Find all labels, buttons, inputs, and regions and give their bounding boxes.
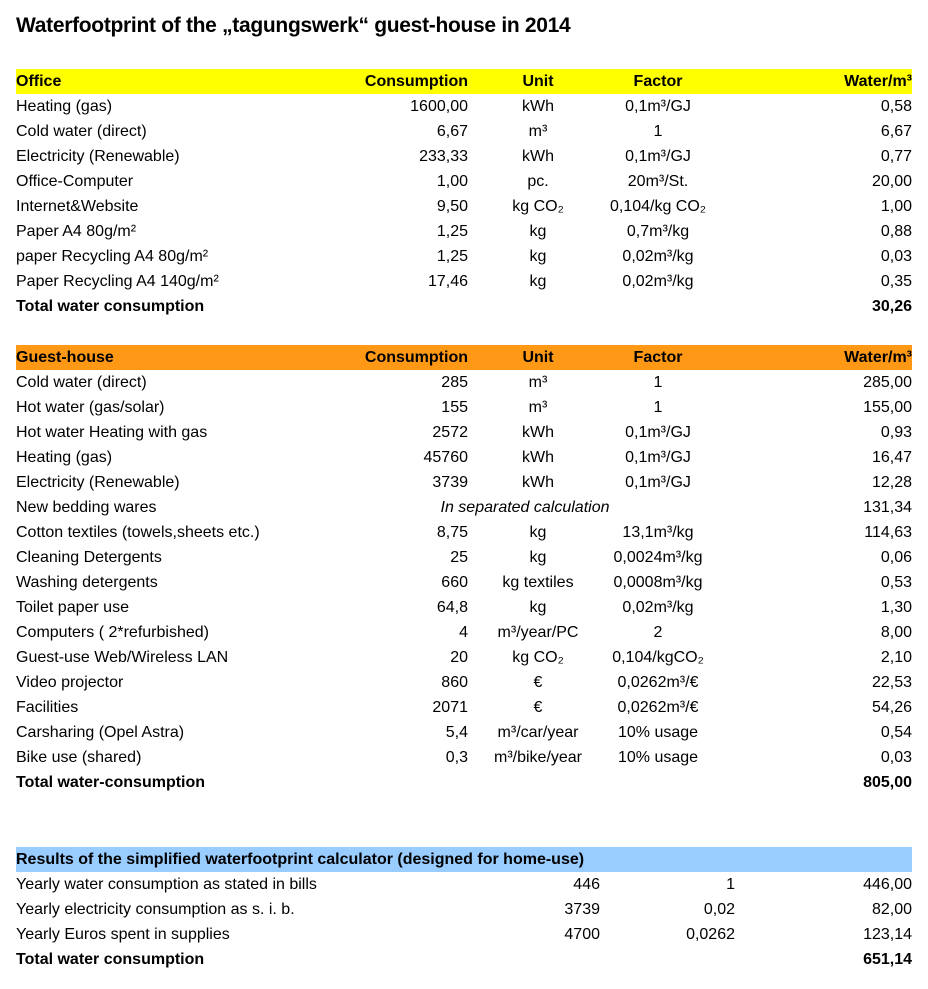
item-label: Toilet paper use bbox=[16, 599, 129, 616]
factor-value: 1 bbox=[653, 399, 663, 416]
total-water-value: 651,14 bbox=[863, 951, 912, 968]
consumption-value: 1,25 bbox=[436, 223, 468, 240]
item-label: Cold water (direct) bbox=[16, 123, 147, 140]
consumption-value: 2071 bbox=[432, 699, 468, 716]
consumption-value: 1,00 bbox=[436, 173, 468, 190]
water-value: 1,00 bbox=[880, 198, 912, 215]
item-label: Electricity (Renewable) bbox=[16, 148, 180, 165]
total-water-value: 30,26 bbox=[871, 298, 912, 315]
factor-value: 10% usage bbox=[617, 749, 699, 766]
item-label: Computers ( 2*refurbished) bbox=[16, 624, 209, 641]
results-table bbox=[16, 847, 912, 972]
consumption-value: 1,25 bbox=[436, 248, 468, 265]
table-row bbox=[16, 169, 912, 194]
consumption-value: 6,67 bbox=[436, 123, 468, 140]
unit-value: € bbox=[533, 699, 543, 716]
water-value: 0,53 bbox=[880, 574, 912, 591]
factor-value: 0,1m³/GJ bbox=[625, 148, 691, 165]
total-water-value: 805,00 bbox=[863, 774, 912, 791]
unit-value: m³/bike/year bbox=[493, 749, 583, 766]
table-row bbox=[16, 370, 912, 395]
total-label: Total water consumption bbox=[16, 951, 205, 968]
column-header-water: Water/m³ bbox=[708, 69, 912, 94]
consumption-value: 285 bbox=[441, 374, 468, 391]
table-row bbox=[16, 445, 912, 470]
factor-value: 1 bbox=[653, 374, 663, 391]
unit-value: kg bbox=[529, 524, 547, 541]
item-label: Heating (gas) bbox=[16, 98, 113, 115]
table-row bbox=[16, 545, 912, 570]
consumption-value: 8,75 bbox=[436, 524, 468, 541]
guesthouse-table bbox=[16, 345, 912, 795]
item-label: New bedding wares bbox=[16, 499, 157, 516]
water-value: 155,00 bbox=[863, 399, 912, 416]
water-value: 22,53 bbox=[871, 674, 912, 691]
total-row bbox=[16, 294, 912, 319]
factor-value: 0,0024m³/kg bbox=[613, 549, 703, 566]
water-value: 0,93 bbox=[880, 424, 912, 441]
water-value: 0,54 bbox=[880, 724, 912, 741]
unit-value: kWh bbox=[522, 148, 554, 165]
page-title: Waterfootprint of the „tagungswerk“ guest-house in 2014 bbox=[16, 14, 571, 37]
consumption-value: 25 bbox=[450, 549, 468, 566]
factor-value: 0,1m³/GJ bbox=[625, 449, 691, 466]
table-row bbox=[16, 595, 912, 620]
water-value: 0,58 bbox=[880, 98, 912, 115]
table-row bbox=[16, 670, 912, 695]
factor-value: 0,02m³/kg bbox=[622, 599, 694, 616]
item-label: Yearly Euros spent in supplies bbox=[16, 926, 230, 943]
table-row bbox=[16, 395, 912, 420]
table-row bbox=[16, 269, 912, 294]
item-label: Hot water Heating with gas bbox=[16, 424, 208, 441]
item-label: Yearly electricity consumption as s. i. b. bbox=[16, 901, 295, 918]
water-value: 0,06 bbox=[880, 549, 912, 566]
consumption-value: 64,8 bbox=[436, 599, 468, 616]
column-header-water: Water/m³ bbox=[708, 345, 912, 370]
unit-value: kg bbox=[529, 599, 547, 616]
water-value: 131,34 bbox=[863, 499, 912, 516]
guesthouse-header-row bbox=[16, 345, 912, 370]
factor-value: 0,104/kg CO₂ bbox=[609, 198, 707, 215]
item-label: Paper Recycling A4 140g/m² bbox=[16, 273, 219, 290]
water-value: 6,67 bbox=[880, 123, 912, 140]
table-row bbox=[16, 420, 912, 445]
unit-value: m³/year/PC bbox=[497, 624, 579, 641]
factor-value: 0,1m³/GJ bbox=[625, 424, 691, 441]
column-header-unit: Unit bbox=[468, 345, 608, 370]
unit-value: kWh bbox=[522, 474, 554, 491]
total-label: Total water-consumption bbox=[16, 774, 206, 791]
factor-value: 1 bbox=[653, 123, 663, 140]
unit-value: kg bbox=[529, 248, 547, 265]
table-row bbox=[16, 922, 912, 947]
office-table bbox=[16, 69, 912, 319]
water-value: 114,63 bbox=[864, 524, 912, 541]
water-value: 12,28 bbox=[871, 474, 912, 491]
table-row bbox=[16, 144, 912, 169]
unit-value: m³ bbox=[528, 123, 548, 140]
water-value: 82,00 bbox=[871, 901, 912, 918]
unit-value: kg bbox=[529, 273, 547, 290]
water-value: 0,77 bbox=[880, 148, 912, 165]
water-value: 0,03 bbox=[880, 749, 912, 766]
table-row bbox=[16, 645, 912, 670]
factor-value: 0,1m³/GJ bbox=[625, 98, 691, 115]
water-value: 285,00 bbox=[863, 374, 912, 391]
consumption-value: 17,46 bbox=[427, 273, 468, 290]
column-header-consumption: Consumption bbox=[342, 345, 468, 370]
consumption-value: 1600,00 bbox=[410, 98, 468, 115]
separated-calculation-note: In separated calculation bbox=[440, 499, 610, 516]
water-value: 16,47 bbox=[871, 449, 912, 466]
unit-value: kg CO₂ bbox=[512, 649, 564, 666]
table-row bbox=[16, 470, 912, 495]
water-value: 0,03 bbox=[880, 248, 912, 265]
consumption-value: 155 bbox=[441, 399, 468, 416]
table-row bbox=[16, 194, 912, 219]
total-label: Total water consumption bbox=[16, 298, 205, 315]
item-label: Paper A4 80g/m² bbox=[16, 223, 137, 240]
item-label: Facilities bbox=[16, 699, 79, 716]
factor-value: 0,02m³/kg bbox=[622, 248, 694, 265]
unit-value: € bbox=[533, 674, 543, 691]
consumption-value: 3739 bbox=[432, 474, 468, 491]
factor-value: 13,1m³/kg bbox=[622, 524, 694, 541]
table-row bbox=[16, 720, 912, 745]
office-header-row bbox=[16, 69, 912, 94]
column-header-consumption: Consumption bbox=[342, 69, 468, 94]
item-label: Cotton textiles (towels,sheets etc.) bbox=[16, 524, 260, 541]
factor-value: 0,1m³/GJ bbox=[625, 474, 691, 491]
total-row bbox=[16, 947, 912, 972]
table-row bbox=[16, 620, 912, 645]
item-label: Bike use (shared) bbox=[16, 749, 142, 766]
water-value: 0,88 bbox=[880, 223, 912, 240]
item-label: Hot water (gas/solar) bbox=[16, 399, 165, 416]
consumption-value: 660 bbox=[441, 574, 468, 591]
table-row bbox=[16, 119, 912, 144]
unit-value: kWh bbox=[522, 449, 554, 466]
column-header-unit: Unit bbox=[468, 69, 608, 94]
total-row bbox=[16, 770, 912, 795]
water-value: 1,30 bbox=[880, 599, 912, 616]
consumption-value: 45760 bbox=[423, 449, 468, 466]
item-label: Guest-use Web/Wireless LAN bbox=[16, 649, 229, 666]
water-value: 2,10 bbox=[880, 649, 912, 666]
consumption-value: 20 bbox=[450, 649, 468, 666]
unit-value: kg bbox=[529, 549, 547, 566]
consumption-value: 446 bbox=[573, 876, 600, 893]
consumption-value: 860 bbox=[441, 674, 468, 691]
unit-value: kWh bbox=[522, 424, 554, 441]
unit-value: pc. bbox=[527, 173, 549, 190]
table-row bbox=[16, 745, 912, 770]
unit-value: kg textiles bbox=[502, 574, 574, 591]
item-label: Cleaning Detergents bbox=[16, 549, 162, 566]
table-row bbox=[16, 94, 912, 119]
consumption-value: 2572 bbox=[432, 424, 468, 441]
consumption-value: 9,50 bbox=[436, 198, 468, 215]
column-header-guesthouse: Guest-house bbox=[16, 345, 342, 370]
item-label: Electricity (Renewable) bbox=[16, 474, 180, 491]
consumption-value: 5,4 bbox=[445, 724, 468, 741]
factor-value: 0,02m³/kg bbox=[622, 273, 694, 290]
table-row-separated-calculation bbox=[16, 495, 912, 520]
water-value: 20,00 bbox=[871, 173, 912, 190]
column-header-office: Office bbox=[16, 69, 342, 94]
table-row bbox=[16, 244, 912, 269]
water-value: 8,00 bbox=[880, 624, 912, 641]
results-header-row bbox=[16, 847, 912, 872]
table-row bbox=[16, 570, 912, 595]
factor-value: 0,0262m³/€ bbox=[617, 699, 699, 716]
factor-value: 0,7m³/kg bbox=[626, 223, 690, 240]
column-header-factor: Factor bbox=[608, 345, 708, 370]
consumption-value: 4700 bbox=[564, 926, 600, 943]
unit-value: m³/car/year bbox=[497, 724, 579, 741]
item-label: Carsharing (Opel Astra) bbox=[16, 724, 185, 741]
results-header: Results of the simplified waterfootprint calculator (designed for home-use) bbox=[16, 847, 912, 872]
consumption-value: 4 bbox=[459, 624, 468, 641]
item-label: Office-Computer bbox=[16, 173, 134, 190]
factor-value: 0,104/kgCO₂ bbox=[612, 649, 704, 666]
consumption-value: 233,33 bbox=[419, 148, 468, 165]
consumption-value: 0,3 bbox=[445, 749, 468, 766]
table-row bbox=[16, 897, 912, 922]
unit-value: kg bbox=[529, 223, 547, 240]
item-label: Heating (gas) bbox=[16, 449, 113, 466]
table-row bbox=[16, 520, 912, 545]
unit-value: kWh bbox=[522, 98, 554, 115]
factor-value: 1 bbox=[726, 876, 735, 893]
unit-value: m³ bbox=[528, 399, 548, 416]
factor-value: 10% usage bbox=[617, 724, 699, 741]
water-value: 54,26 bbox=[871, 699, 912, 716]
factor-value: 0,02 bbox=[703, 901, 735, 918]
factor-value: 20m³/St. bbox=[627, 173, 689, 190]
table-row bbox=[16, 219, 912, 244]
unit-value: m³ bbox=[528, 374, 548, 391]
item-label: Video projector bbox=[16, 674, 124, 691]
factor-value: 2 bbox=[653, 624, 663, 641]
factor-value: 0,0262m³/€ bbox=[617, 674, 699, 691]
factor-value: 0,0262 bbox=[686, 926, 735, 943]
item-label: Washing detergents bbox=[16, 574, 158, 591]
item-label: Yearly water consumption as stated in bills bbox=[16, 876, 317, 893]
column-header-factor: Factor bbox=[608, 69, 708, 94]
item-label: Internet&Website bbox=[16, 198, 139, 215]
water-value: 0,35 bbox=[880, 273, 912, 290]
consumption-value: 3739 bbox=[564, 901, 600, 918]
table-row bbox=[16, 872, 912, 897]
table-row bbox=[16, 695, 912, 720]
unit-value: kg CO₂ bbox=[512, 198, 564, 215]
item-label: Cold water (direct) bbox=[16, 374, 147, 391]
factor-value: 0,0008m³/kg bbox=[613, 574, 703, 591]
item-label: paper Recycling A4 80g/m² bbox=[16, 248, 209, 265]
water-value: 123,14 bbox=[863, 926, 912, 943]
water-value: 446,00 bbox=[863, 876, 912, 893]
